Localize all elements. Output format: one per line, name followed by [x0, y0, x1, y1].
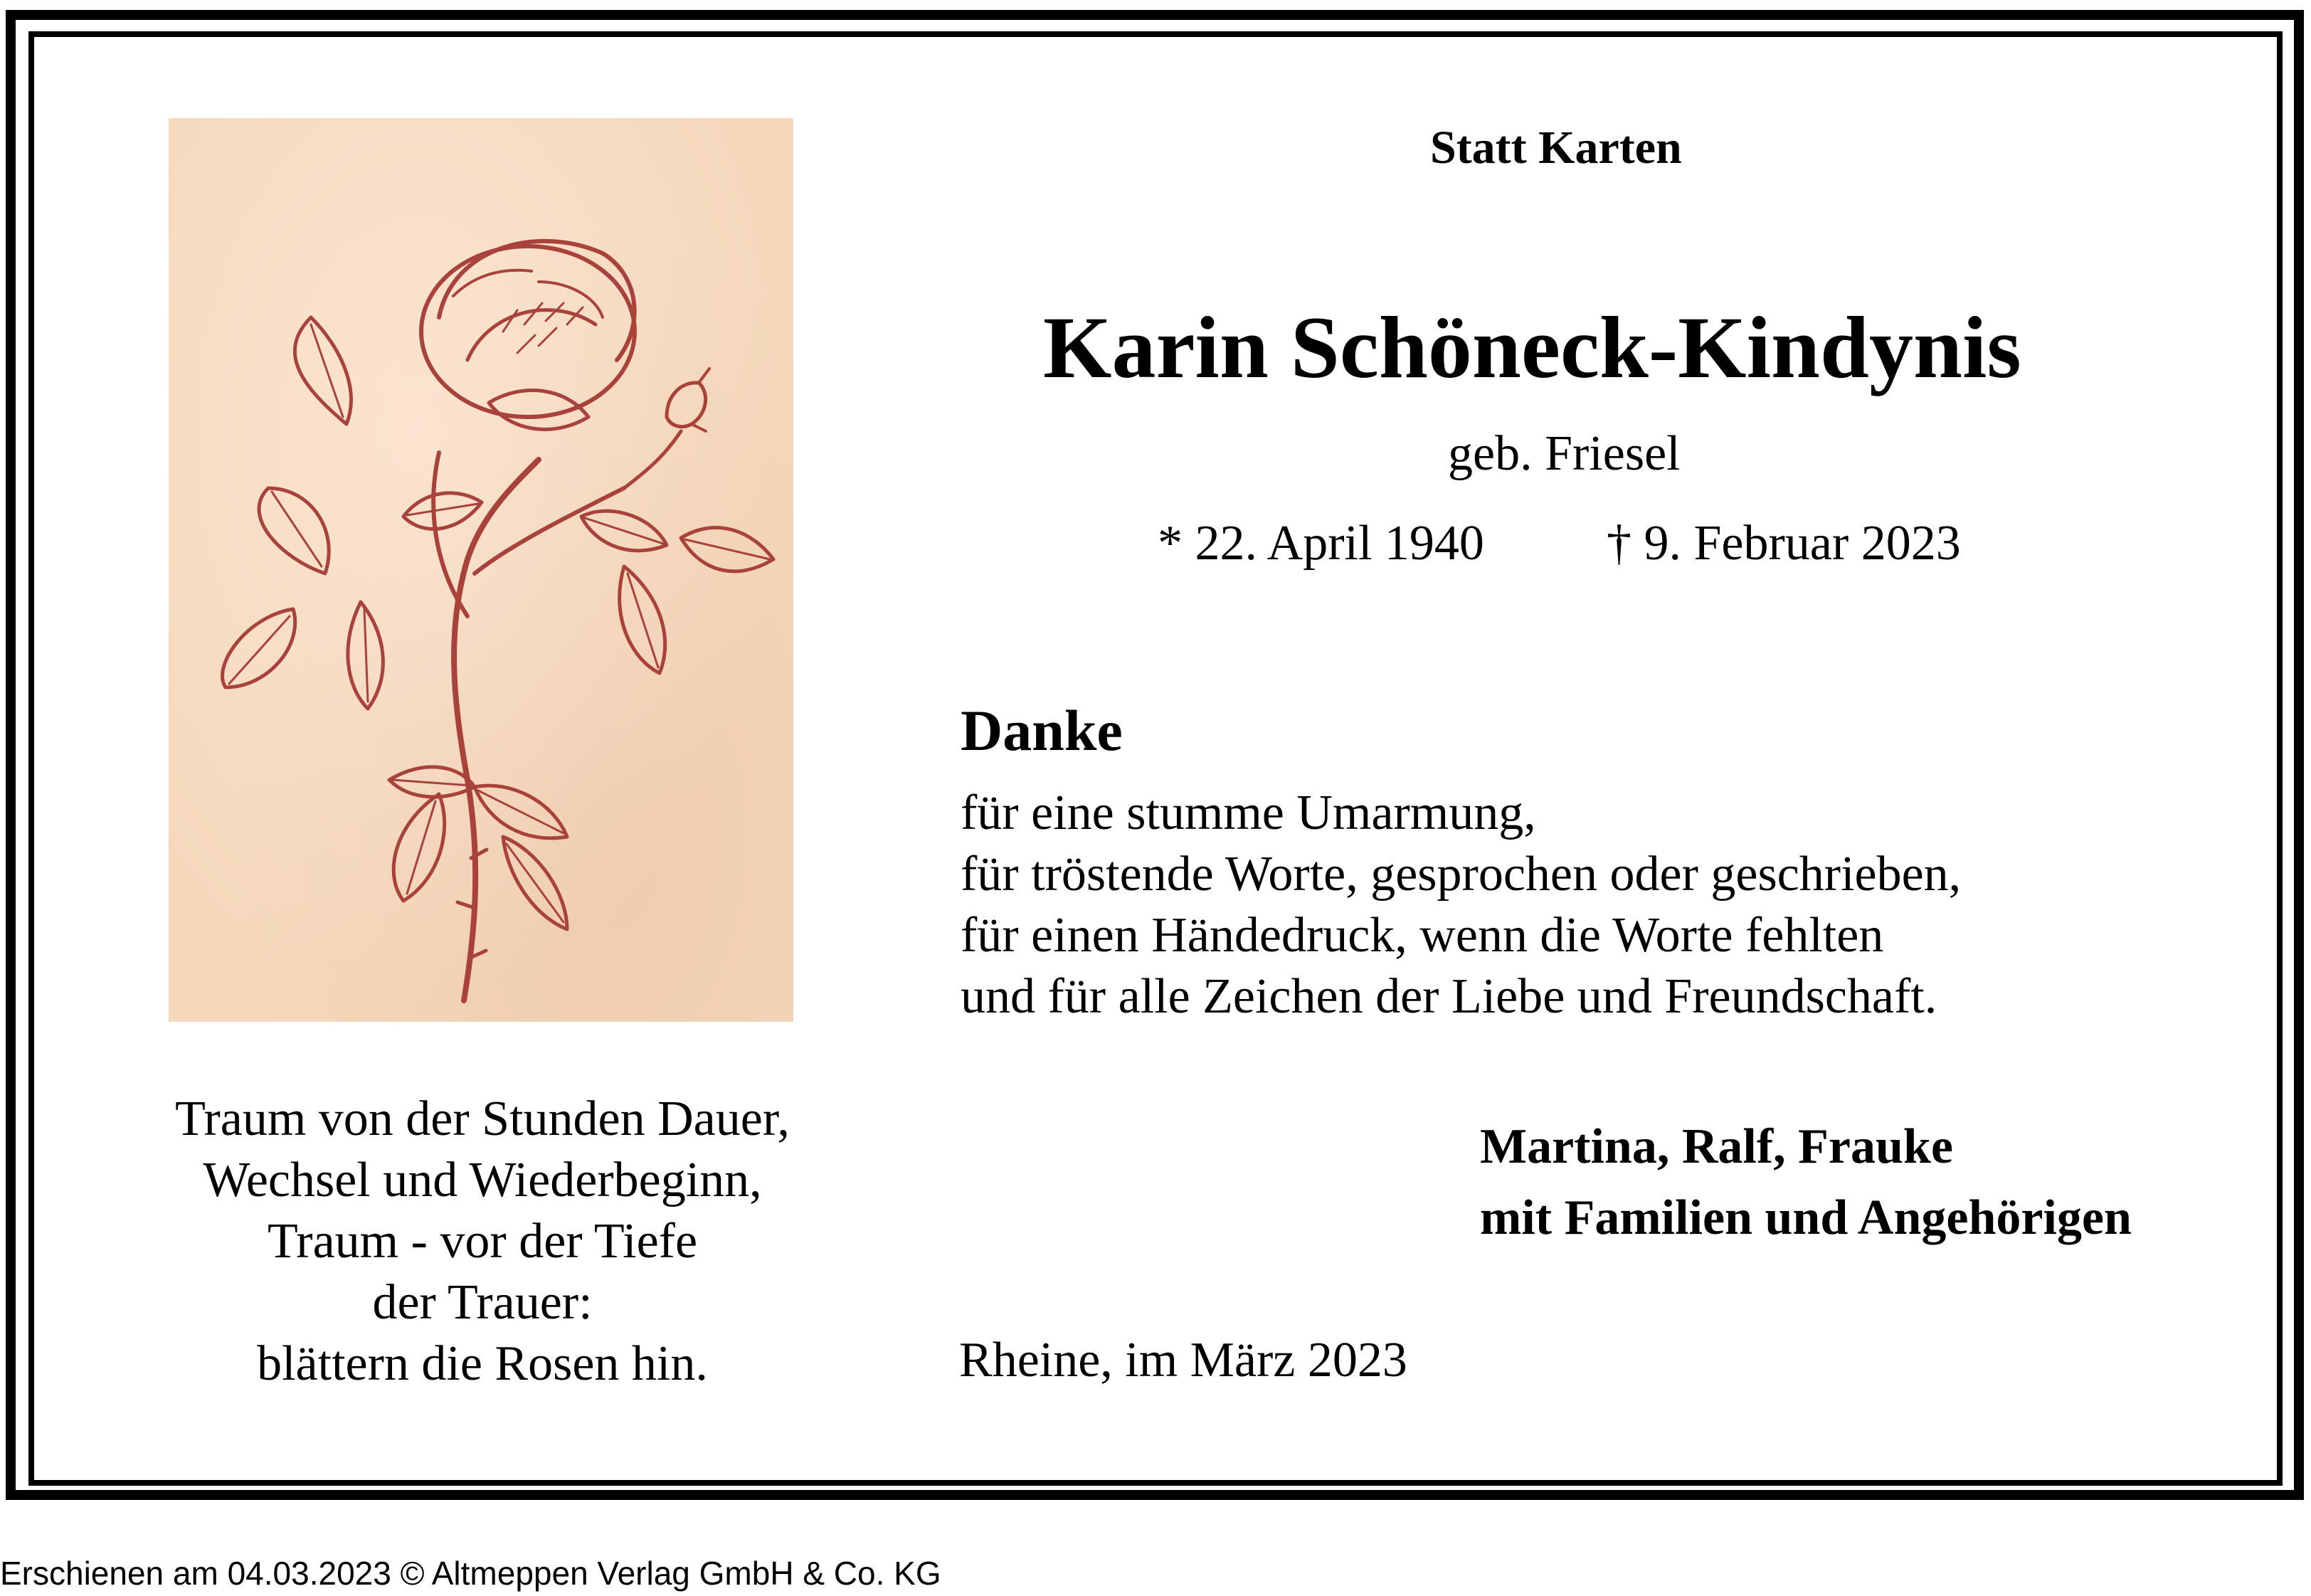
thanks-line: für tröstende Worte, gesprochen oder geschrieben,	[961, 847, 1962, 902]
deceased-name: Karin Schöneck-Kindynis	[1043, 299, 2021, 396]
thanks-line: für eine stumme Umarmung,	[961, 786, 1536, 840]
poem-line: Traum - vor der Tiefe	[267, 1214, 698, 1269]
poem-line: Wechsel und Wiederbeginn,	[203, 1153, 762, 1207]
poem-line: Traum von der Stunden Dauer,	[175, 1092, 790, 1146]
signer-line: mit Familien und Angehörigen	[1480, 1190, 2132, 1245]
signers	[1480, 1111, 2132, 1254]
rose-illustration	[169, 118, 793, 1022]
publication-footer: Erschienen am 04.03.2023 © Altmeppen Verlag GmbH & Co. KG	[0, 1555, 941, 1592]
signer-line: Martina, Ralf, Frauke	[1480, 1119, 1953, 1174]
thanks-heading: Danke	[961, 698, 1123, 763]
thanks-line: für einen Händedruck, wenn die Worte fehlten	[961, 908, 1884, 963]
thanks-text	[961, 783, 1961, 1027]
header-statt-karten: Statt Karten	[1430, 122, 1682, 174]
poem-line: der Trauer:	[372, 1275, 593, 1330]
birth-date: * 22. April 1940	[1158, 516, 1484, 571]
place-date: Rheine, im März 2023	[959, 1333, 1407, 1388]
poem	[91, 1089, 874, 1395]
death-date: † 9. Februar 2023	[1607, 516, 1961, 571]
poem-line: blättern die Rosen hin.	[257, 1336, 708, 1391]
maiden-name: geb. Friesel	[1448, 426, 1681, 481]
thanks-line: und für alle Zeichen der Liebe und Freundschaft.	[961, 969, 1937, 1024]
